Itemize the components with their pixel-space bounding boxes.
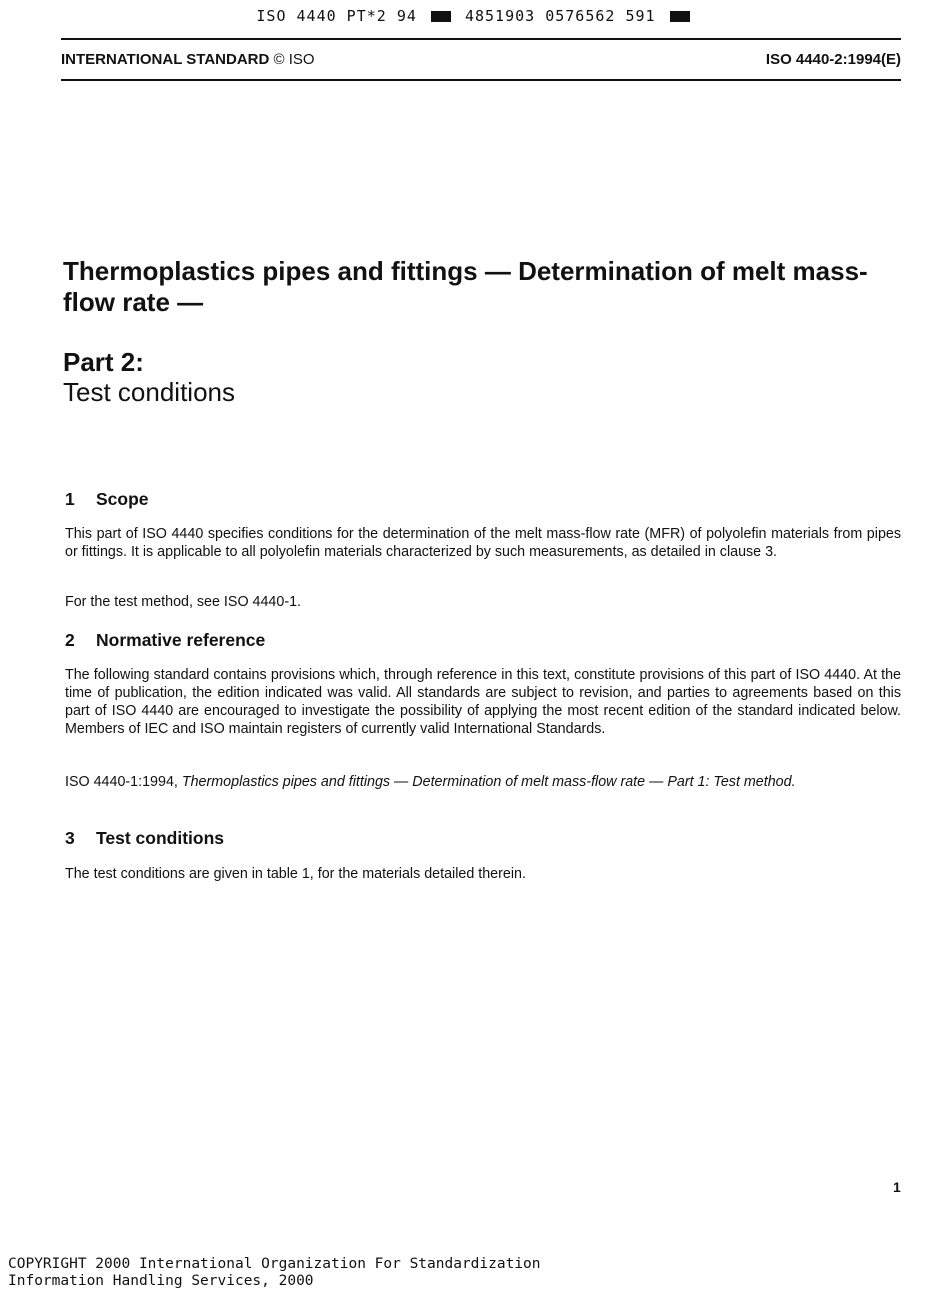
code-line-part1: ISO 4440 PT*2 94 xyxy=(256,7,417,25)
section-title: Test conditions xyxy=(96,828,225,848)
citation-id: ISO 4440-1:1994, xyxy=(65,774,178,790)
section-number: 2 xyxy=(65,630,75,650)
test-conditions-paragraph: The test conditions are given in table 1, for the materials detailed therein. xyxy=(65,866,526,882)
page-number: 1 xyxy=(893,1179,901,1195)
barcode-block-2 xyxy=(670,11,690,22)
part-subtitle: Test conditions xyxy=(63,377,235,407)
header-standard-label: INTERNATIONAL STANDARD xyxy=(61,51,270,68)
section-heading-scope xyxy=(65,489,149,510)
document-title: Thermoplastics pipes and fittings — Determination of melt mass-flow rate — xyxy=(63,256,868,317)
header-top-rule xyxy=(61,38,901,40)
normative-reference-citation xyxy=(65,773,901,791)
section-number: 3 xyxy=(65,828,75,848)
document-code-line xyxy=(0,7,950,25)
normative-reference-paragraph: The following standard contains provisions which, through reference in this text, constitute provisions of this part of ISO 4440. At the time of publication, the edition indicated was valid. All standards are subject to revision, and parties to agreements based on this part of ISO 4440 are encouraged to investigate the possibility of applying the most recent edition of the standard indicated below. Members of IEC and ISO maintain registers of currently valid International Standards. xyxy=(65,667,901,737)
copyright-line-1: COPYRIGHT 2000 International Organization For Standardization xyxy=(8,1256,541,1272)
section-title: Normative reference xyxy=(96,630,266,650)
copyright-line-2: Information Handling Services, 2000 xyxy=(8,1273,314,1289)
header xyxy=(61,51,901,71)
header-copyright-mark: © ISO xyxy=(273,51,315,68)
code-line-part2: 4851903 0576562 591 xyxy=(464,7,656,25)
copyright-footer xyxy=(8,1256,541,1290)
section-title: Scope xyxy=(96,489,149,509)
scope-paragraph-2: For the test method, see ISO 4440-1. xyxy=(65,594,302,610)
scope-paragraph-1: This part of ISO 4440 specifies conditions for the determination of the melt mass-flow rate (MFR) of polyolefin materials from pipes or fittings. It is applicable to all polyolefin materials characterized by such measurements, as detailed in clause 3. xyxy=(65,526,901,560)
barcode-block-1 xyxy=(431,11,451,22)
header-document-id: ISO 4440-2:1994(E) xyxy=(765,51,901,68)
section-heading-normative-reference xyxy=(65,630,265,651)
section-number: 1 xyxy=(65,489,75,509)
header-left xyxy=(61,51,315,68)
part-label: Part 2: xyxy=(63,347,144,377)
citation-title: Thermoplastics pipes and fittings — Determination of melt mass-flow rate — Part 1: Test method. xyxy=(181,774,796,790)
section-heading-test-conditions xyxy=(65,828,224,849)
header-bottom-rule xyxy=(61,79,901,81)
